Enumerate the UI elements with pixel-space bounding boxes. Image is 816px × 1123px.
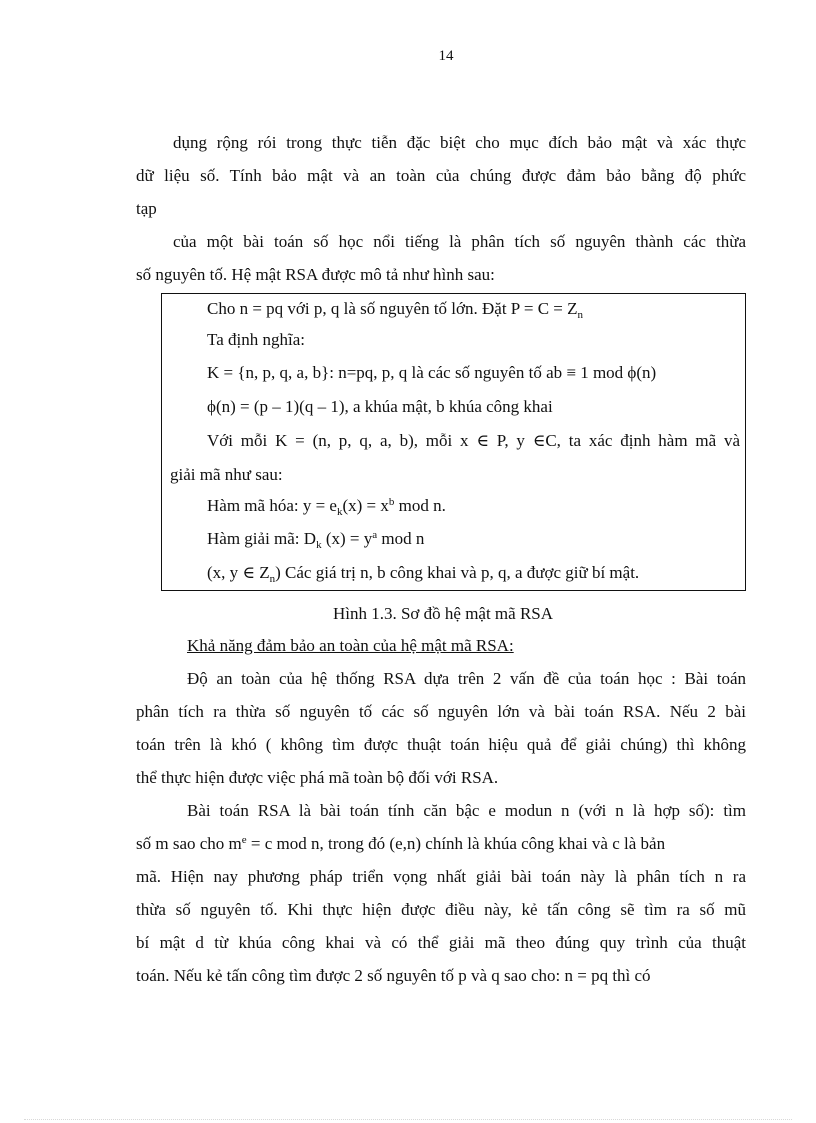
para1-line3: tạp — [136, 199, 157, 218]
para4-line1: Bài toán RSA là bài toán tính căn bậc e modun n (với n là hợp số): tìm — [187, 801, 746, 820]
box-line4: ϕ(n) = (p – 1)(q – 1), a khúa mật, b khúa công khai — [207, 397, 553, 416]
box-line9: (x, y ∈ $Z_n$) Các giá trị n, b công khai và p, q, a được giữ bí mật. — [207, 563, 640, 585]
page-bottom-rule — [24, 1119, 792, 1120]
para3-line1: Độ an toàn của hệ thống RSA dựa trên 2 vấn đề của toán học : Bài toán — [187, 669, 746, 688]
para4-line2: số m sao cho $m^e = c$ mod n, trong đó (e,n) chính là khúa công khai và c là bản — [136, 834, 666, 853]
para1-line1: dụng rộng rói trong thực tiễn đặc biệt cho mục đích bảo mật và xác thực — [173, 133, 746, 152]
box-line7: Hàm mã hóa: $y = e_k(x) = x^b$ mod n. — [207, 496, 446, 518]
box-line5: Với mỗi K = (n, p, q, a, b), mỗi x ∈ P, y ∈C, ta xác định hàm mã và — [207, 431, 740, 450]
figure-caption: Hình 1.3. Sơ đồ hệ mật mã RSA — [332, 604, 554, 623]
page-number: 14 — [438, 48, 454, 64]
para4-line3: mã. Hiện nay phương pháp triển vọng nhất giải bài toán này là phân tích n ra — [136, 867, 746, 886]
para4-line6: toán. Nếu kẻ tấn công tìm được 2 số nguyên tố p và q sao cho: n = pq thì có — [136, 966, 651, 985]
para3-line4: thể thực hiện được việc phá mã toàn bộ đối với RSA. — [136, 768, 499, 787]
box-line2: Ta định nghĩa: — [207, 330, 305, 349]
para4-line5: bí mật d từ khúa công khai và có thể giải mã theo đúng quy trình của thuật — [136, 933, 746, 952]
para4-line4: thừa số nguyên tố. Khi thực hiện được điều này, kẻ tấn công sẽ tìm ra số mũ — [136, 900, 746, 919]
box-line3: K = {n, p, q, a, b}: n=pq, p, q là các số nguyên tố ab ≡ 1 mod ϕ(n) — [207, 363, 657, 382]
para1-line2: dữ liệu số. Tính bảo mật và an toàn của chúng được đảm bảo bằng độ phức — [136, 166, 746, 185]
para3-line3: toán trên là khó ( không tìm được thuật toán hiệu quả để giải chúng) thì không — [136, 735, 746, 754]
box-line8: Hàm giải mã: $D_k$ $(x) = y^a$ mod n — [207, 529, 425, 551]
para3-line2: phân tích ra thừa số nguyên tố các số nguyên lớn và bài toán RSA. Nếu 2 bài — [136, 702, 746, 721]
box-line6: giải mã như sau: — [170, 465, 283, 484]
para2-line2: số nguyên tố. Hệ mật RSA được mô tả như hình sau: — [136, 265, 495, 284]
section-heading: Khả năng đảm bảo an toàn của hệ mật mã RSA: — [187, 636, 514, 655]
box-line1: Cho n = pq với p, q là số nguyên tố lớn. Đặt $P = C = Z_n$ — [207, 299, 584, 321]
para2-line1: của một bài toán số học nổi tiếng là phân tích số nguyên thành các thừa — [173, 232, 746, 251]
